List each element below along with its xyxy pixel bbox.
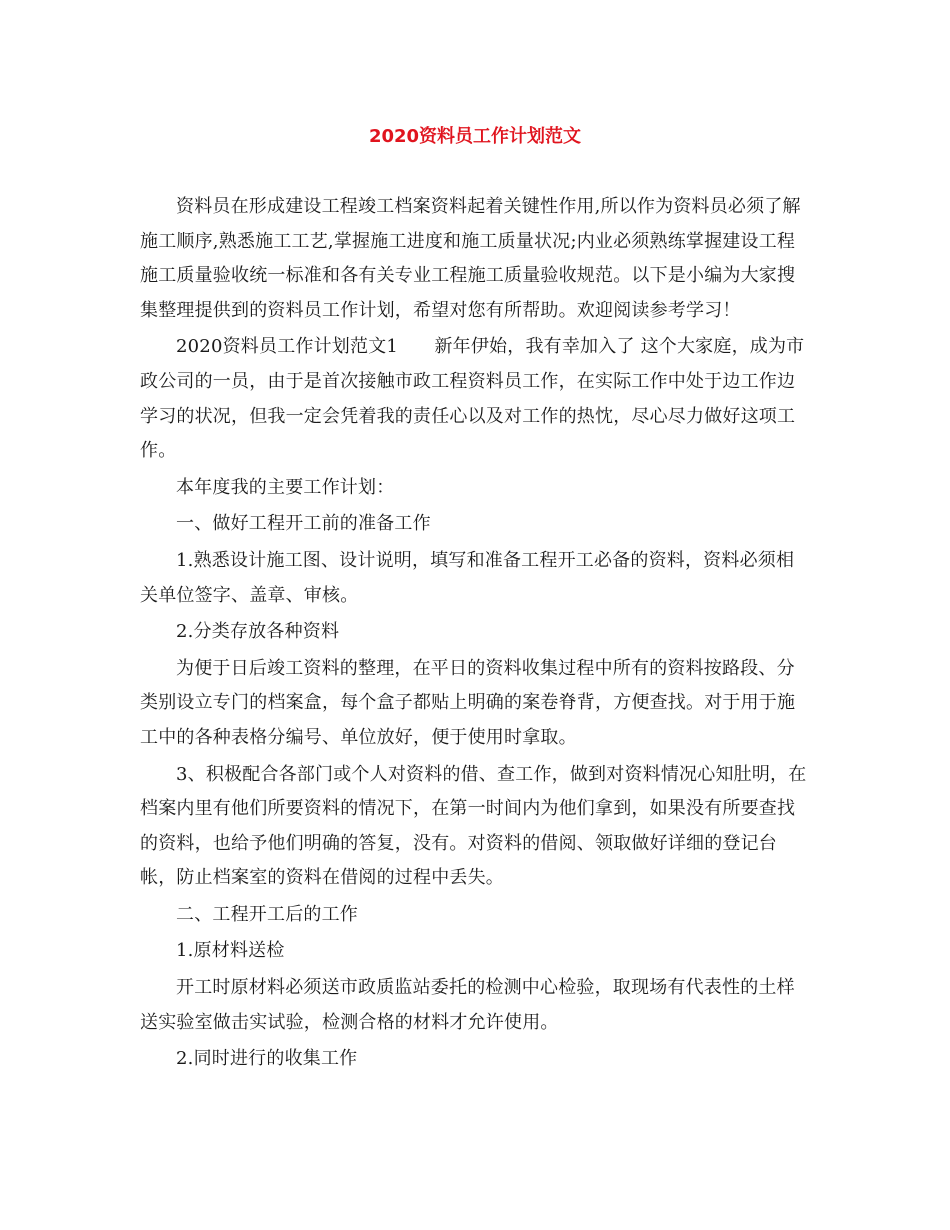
document-body (140, 190, 812, 1077)
paragraph-annual-plan-heading: 本年度我的主要工作计划： (176, 476, 395, 498)
paragraph-intro: 资料员在形成建设工程竣工档案资料起着关键性作用,所以作为资料员必须了解施工顺序,熟悉施工工艺,掌握施工进度和施工质量状况;内业必须熟练掌握建设工程施工质量验收统一标准和各有关专业工程施工质量验收规范。以下是小编为大家搜集整理提供到的资料员工作计划，希望对您有所帮助。欢迎阅读参考学习！ (140, 196, 801, 321)
document-title: 2020资料员工作计划范文 (368, 126, 582, 147)
paragraph-item-3: 3、积极配合各部门或个人对资料的借、查工作，做到对资料情况心知肚明，在档案内里有他们所要资料的情况下，在第一时间内为他们拿到，如果没有所要查找的资料，也给予他们明确的答复，没有。对资料的借阅、领取做好详细的登记台帐，防止档案室的资料在借阅的过程中丢失。 (140, 763, 807, 889)
paragraph-item-2-body: 为便于日后竣工资料的整理，在平日的资料收集过程中所有的资料按路段、分类别设立专门的档案盒，每个盒子都贴上明确的案卷脊背，方便查找。对于用于施工中的各种表格分编号、单位放好，便于使用时拿取。 (140, 657, 796, 748)
section-heading-pre-construction: 一、做好工程开工前的准备工作 (176, 513, 431, 535)
paragraph-material-inspection-body: 开工时原材料必须送市政质监站委托的检测中心检验，取现场有代表性的土样送实验室做击实试验，检测合格的材料才允许使用。 (140, 977, 795, 1033)
paragraph-material-inspection-heading: 1.原材料送检 (176, 940, 285, 962)
paragraph-plan-1-intro: 2020资料员工作计划范文1 新年伊始，我有幸加入了 这个大家庭，成为市政公司的一员，由于是首次接触市政工程资料员工作，在实际工作中处于边工作边学习的状况，但我一定会凭着我的责任心以及对工作的热忱，尽心尽力做好这项工作。 (140, 336, 805, 462)
section-heading-post-construction: 二、工程开工后的工作 (176, 903, 358, 925)
paragraph-item-1: 1.熟悉设计施工图、设计说明，填写和准备工程开工必备的资料，资料必须相关单位签字、盖章、审核。 (140, 549, 795, 606)
paragraph-item-2-heading: 2.分类存放各种资料 (176, 621, 340, 643)
paragraph-collection-heading: 2.同时进行的收集工作 (176, 1048, 358, 1070)
